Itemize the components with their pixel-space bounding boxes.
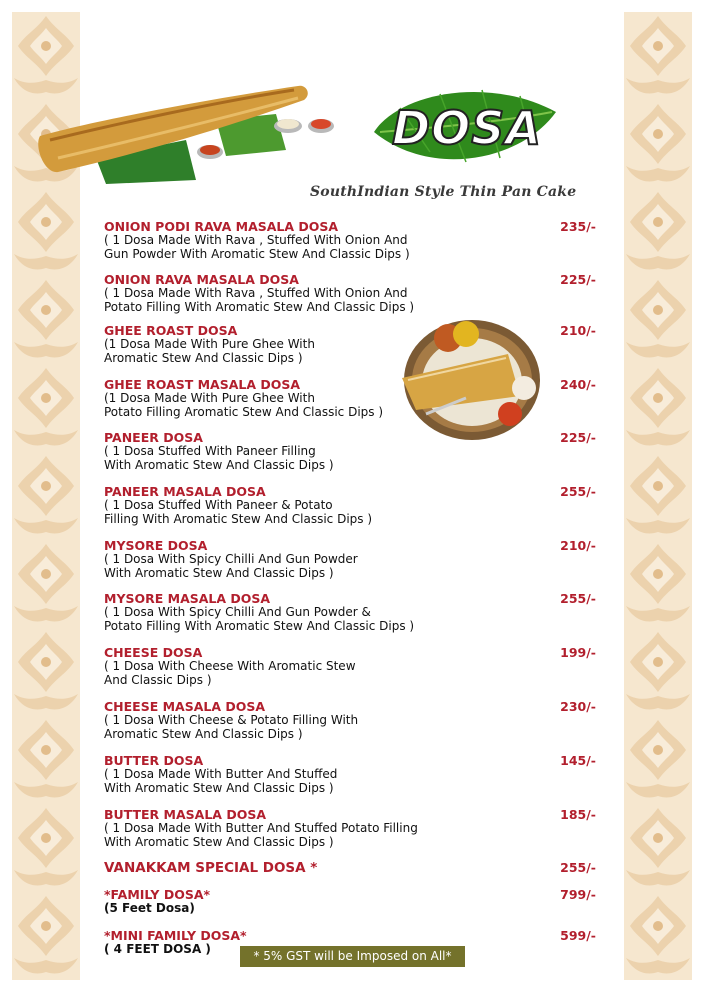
ornament-motif (626, 368, 690, 445)
right-decorative-border (624, 12, 692, 980)
ornament-motif (14, 544, 78, 621)
ornament-motif (626, 632, 690, 709)
item-name: MYSORE MASALA DOSA (104, 591, 271, 606)
item-price: 799/- (560, 887, 596, 902)
ornament-motif (626, 16, 690, 93)
item-price: 199/- (560, 645, 596, 660)
ornament-motif (626, 280, 690, 357)
menu-item (104, 808, 596, 849)
item-name: VANAKKAM SPECIAL DOSA * (104, 860, 318, 876)
ornament-motif (626, 456, 690, 533)
menu-item (104, 700, 596, 741)
menu-item (104, 431, 596, 472)
menu-item (104, 592, 596, 633)
ornament-motif (14, 280, 78, 357)
item-name: PANEER DOSA (104, 430, 203, 445)
menu-item (104, 378, 596, 419)
item-price: 225/- (560, 430, 596, 445)
item-description: ( 1 Dosa With Spicy Chilli And Gun Powder & Potato Filling With Aromatic Stew And Classic Dips ) (104, 605, 415, 633)
item-price: 210/- (560, 323, 596, 338)
menu-item (104, 324, 596, 365)
item-description: ( 1 Dosa Stuffed With Paneer & Potato Filling With Aromatic Stew And Classic Dips ) (104, 498, 373, 526)
item-name: BUTTER MASALA DOSA (104, 807, 266, 822)
item-name: PANEER MASALA DOSA (104, 484, 266, 499)
ornament-motif (14, 808, 78, 885)
ornament-motif (626, 720, 690, 797)
ornament-motif (14, 368, 78, 445)
item-name: GHEE ROAST DOSA (104, 323, 238, 338)
ornament-motif (626, 544, 690, 621)
item-name: GHEE ROAST MASALA DOSA (104, 377, 301, 392)
item-name: CHEESE MASALA DOSA (104, 699, 266, 714)
ornament-motif (14, 720, 78, 797)
ornament-motif (626, 808, 690, 885)
item-price: 145/- (560, 753, 596, 768)
item-price: 240/- (560, 377, 596, 392)
item-name: ONION PODI RAVA MASALA DOSA (104, 219, 339, 234)
item-name: ONION RAVA MASALA DOSA (104, 272, 299, 287)
item-description: ( 1 Dosa Made With Rava , Stuffed With Onion And Potato Filling With Aromatic Stew And Classic Dips ) (104, 286, 415, 314)
menu-item (104, 273, 596, 314)
item-description: ( 1 Dosa With Cheese & Potato Filling With Aromatic Stew And Classic Dips ) (104, 713, 359, 741)
menu-item (104, 754, 596, 795)
item-description: ( 1 Dosa Made With Rava , Stuffed With Onion And Gun Powder With Aromatic Stew And Classic Dips ) (104, 233, 410, 261)
item-price: 255/- (560, 860, 596, 875)
item-description: ( 1 Dosa Made With Butter And Stuffed With Aromatic Stew And Classic Dips ) (104, 767, 338, 795)
item-name: BUTTER DOSA (104, 753, 204, 768)
item-price: 230/- (560, 699, 596, 714)
dosa-logo-text: DOSA (392, 101, 543, 155)
ornament-motif (626, 896, 690, 973)
menu-item (104, 485, 596, 526)
item-description: ( 4 FEET DOSA ) (104, 942, 211, 956)
item-price: 225/- (560, 272, 596, 287)
item-description: ( 1 Dosa With Cheese With Aromatic Stew And Classic Dips ) (104, 659, 356, 687)
item-name: *MINI FAMILY DOSA* (104, 928, 247, 943)
item-price: 210/- (560, 538, 596, 553)
item-description: ( 1 Dosa With Spicy Chilli And Gun Powder With Aromatic Stew And Classic Dips ) (104, 552, 358, 580)
ornament-motif (626, 192, 690, 269)
ornament-motif (626, 104, 690, 181)
item-description: ( 1 Dosa Made With Butter And Stuffed Potato Filling With Aromatic Stew And Classic Dips ) (104, 821, 418, 849)
item-name: *FAMILY DOSA* (104, 887, 211, 902)
gst-note: * 5% GST will be Imposed on All* (240, 946, 465, 967)
item-description: (1 Dosa Made With Pure Ghee With Aromatic Stew And Classic Dips ) (104, 337, 315, 365)
item-price: 185/- (560, 807, 596, 822)
item-name: CHEESE DOSA (104, 645, 203, 660)
menu-subtitle: SouthIndian Style Thin Pan Cake (310, 184, 577, 200)
menu-item (104, 220, 596, 261)
menu-item (104, 646, 596, 687)
ornament-pattern-right (624, 12, 692, 980)
ornament-motif (14, 192, 78, 269)
ornament-motif (14, 896, 78, 973)
menu-item (104, 861, 596, 875)
item-price: 255/- (560, 484, 596, 499)
ornament-motif (14, 456, 78, 533)
menu-item (104, 888, 596, 916)
menu-item (104, 539, 596, 580)
item-price: 255/- (560, 591, 596, 606)
item-price: 235/- (560, 219, 596, 234)
item-description: (1 Dosa Made With Pure Ghee With Potato Filling Aromatic Stew And Classic Dips ) (104, 391, 384, 419)
ornament-motif (14, 632, 78, 709)
item-description: (5 Feet Dosa) (104, 901, 195, 915)
item-description: ( 1 Dosa Stuffed With Paneer Filling With Aromatic Stew And Classic Dips ) (104, 444, 334, 472)
item-price: 599/- (560, 928, 596, 943)
dosa-roll-image (36, 80, 336, 190)
item-name: MYSORE DOSA (104, 538, 208, 553)
